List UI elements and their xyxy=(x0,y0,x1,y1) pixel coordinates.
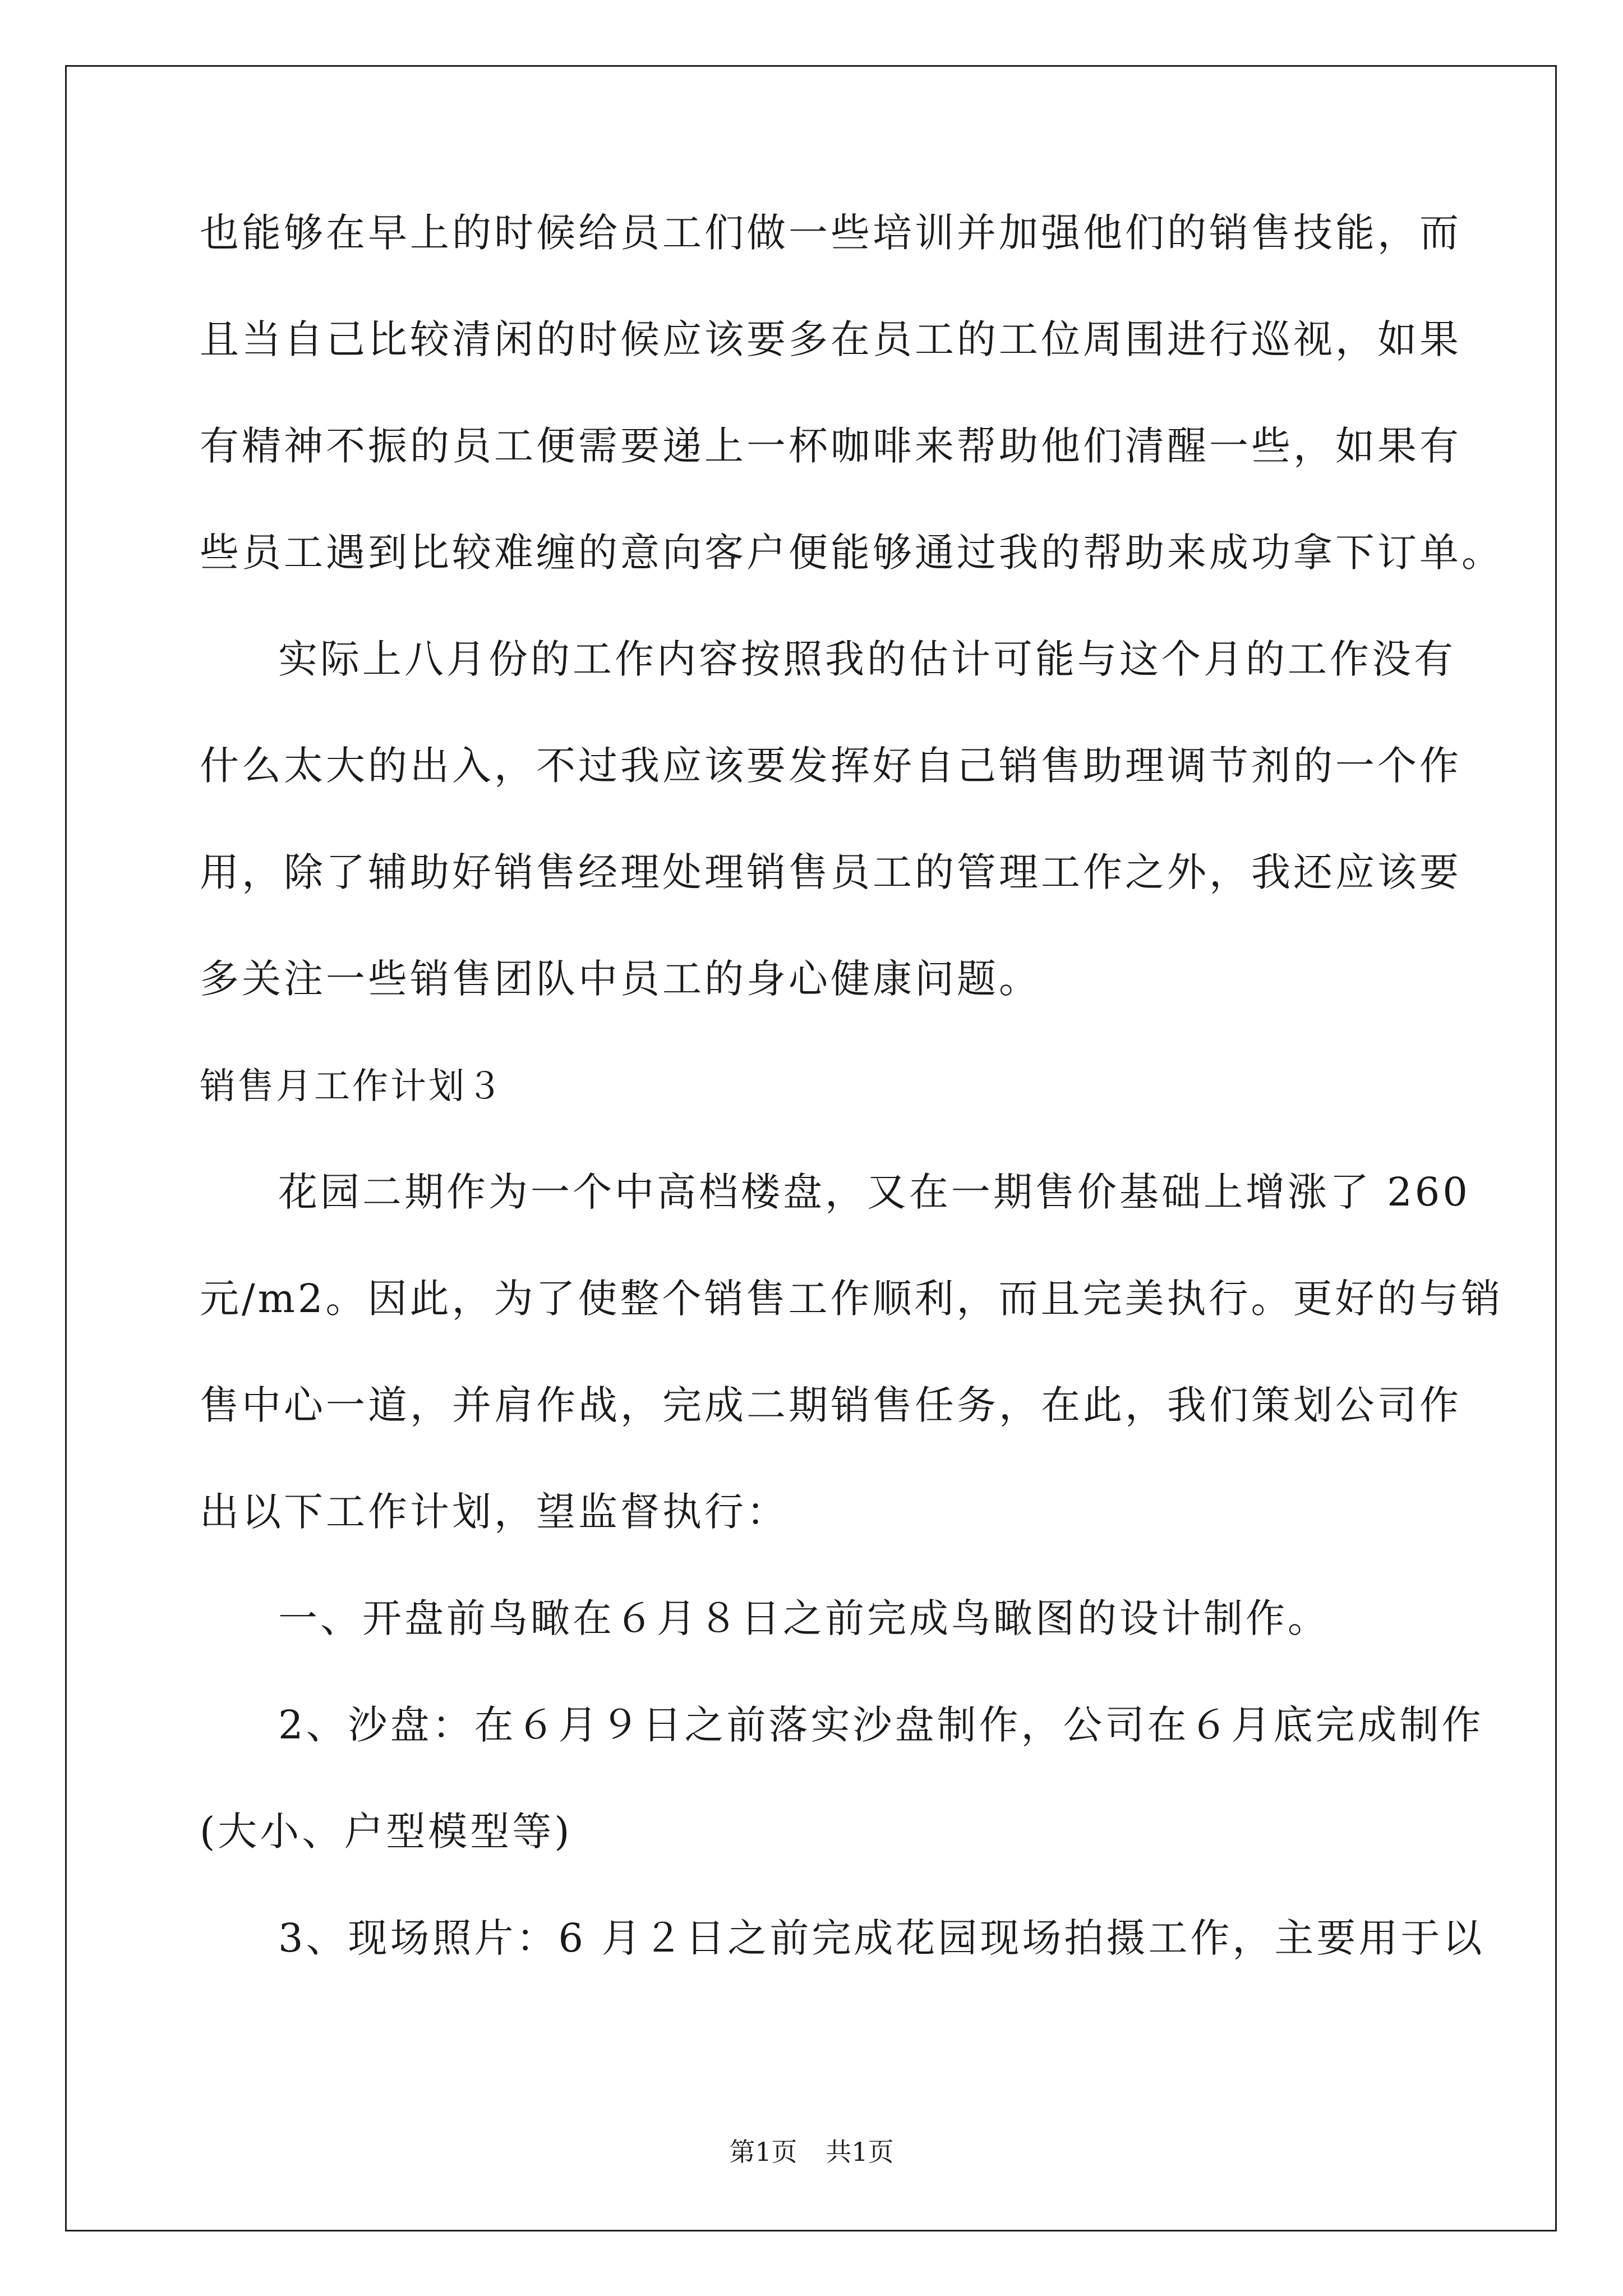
body-line: 出以下工作计划，望监督执行： xyxy=(200,1489,789,1535)
body-line: 售中心一道，并肩作战，完成二期销售任务，在此，我们策划公司作 xyxy=(200,1382,1461,1428)
page-footer xyxy=(0,2132,1623,2169)
paragraph-start: 花园二期作为一个中高档楼盘，又在一期售价基础上增涨了 260 xyxy=(278,1169,1470,1215)
body-line: 且当自己比较清闲的时候应该要多在员工的工位周围进行巡视，如果 xyxy=(200,316,1461,362)
page-total: 共1页 xyxy=(826,2137,894,2167)
paragraph-start: 实际上八月份的工作内容按照我的估计可能与这个月的工作没有 xyxy=(278,636,1456,682)
page-border xyxy=(65,65,1557,2231)
list-item: 3、现场照片：6 月２日之前完成花园现场拍摄工作，主要用于以 xyxy=(278,1915,1485,1961)
body-line: 些员工遇到比较难缠的意向客户便能够通过我的帮助来成功拿下订单。 xyxy=(200,530,1504,576)
body-line: 多关注一些销售团队中员工的身心健康问题。 xyxy=(200,956,1041,1002)
body-line: 有精神不振的员工便需要递上一杯咖啡来帮助他们清醒一些，如果有 xyxy=(200,423,1461,469)
section-heading: 销售月工作计划３ xyxy=(200,1066,505,1107)
body-line: 什么太大的出入，不过我应该要发挥好自己销售助理调节剂的一个作 xyxy=(200,743,1461,789)
list-item: 一、开盘前鸟瞰在６月８日之前完成鸟瞰图的设计制作。 xyxy=(278,1595,1330,1641)
body-line: (大小、户型模型等) xyxy=(200,1809,573,1855)
body-line: 用，除了辅助好销售经理处理销售员工的管理工作之外，我还应该要 xyxy=(200,849,1461,895)
body-line: 也能够在早上的时候给员工们做一些培训并加强他们的销售技能，而 xyxy=(200,210,1461,256)
body-line: 元/m2。因此，为了使整个销售工作顺利，而且完美执行。更好的与销 xyxy=(200,1276,1504,1322)
page-number: 第1页 xyxy=(729,2137,797,2167)
list-item: 2、沙盘：在６月９日之前落实沙盘制作，公司在６月底完成制作 xyxy=(278,1702,1484,1748)
